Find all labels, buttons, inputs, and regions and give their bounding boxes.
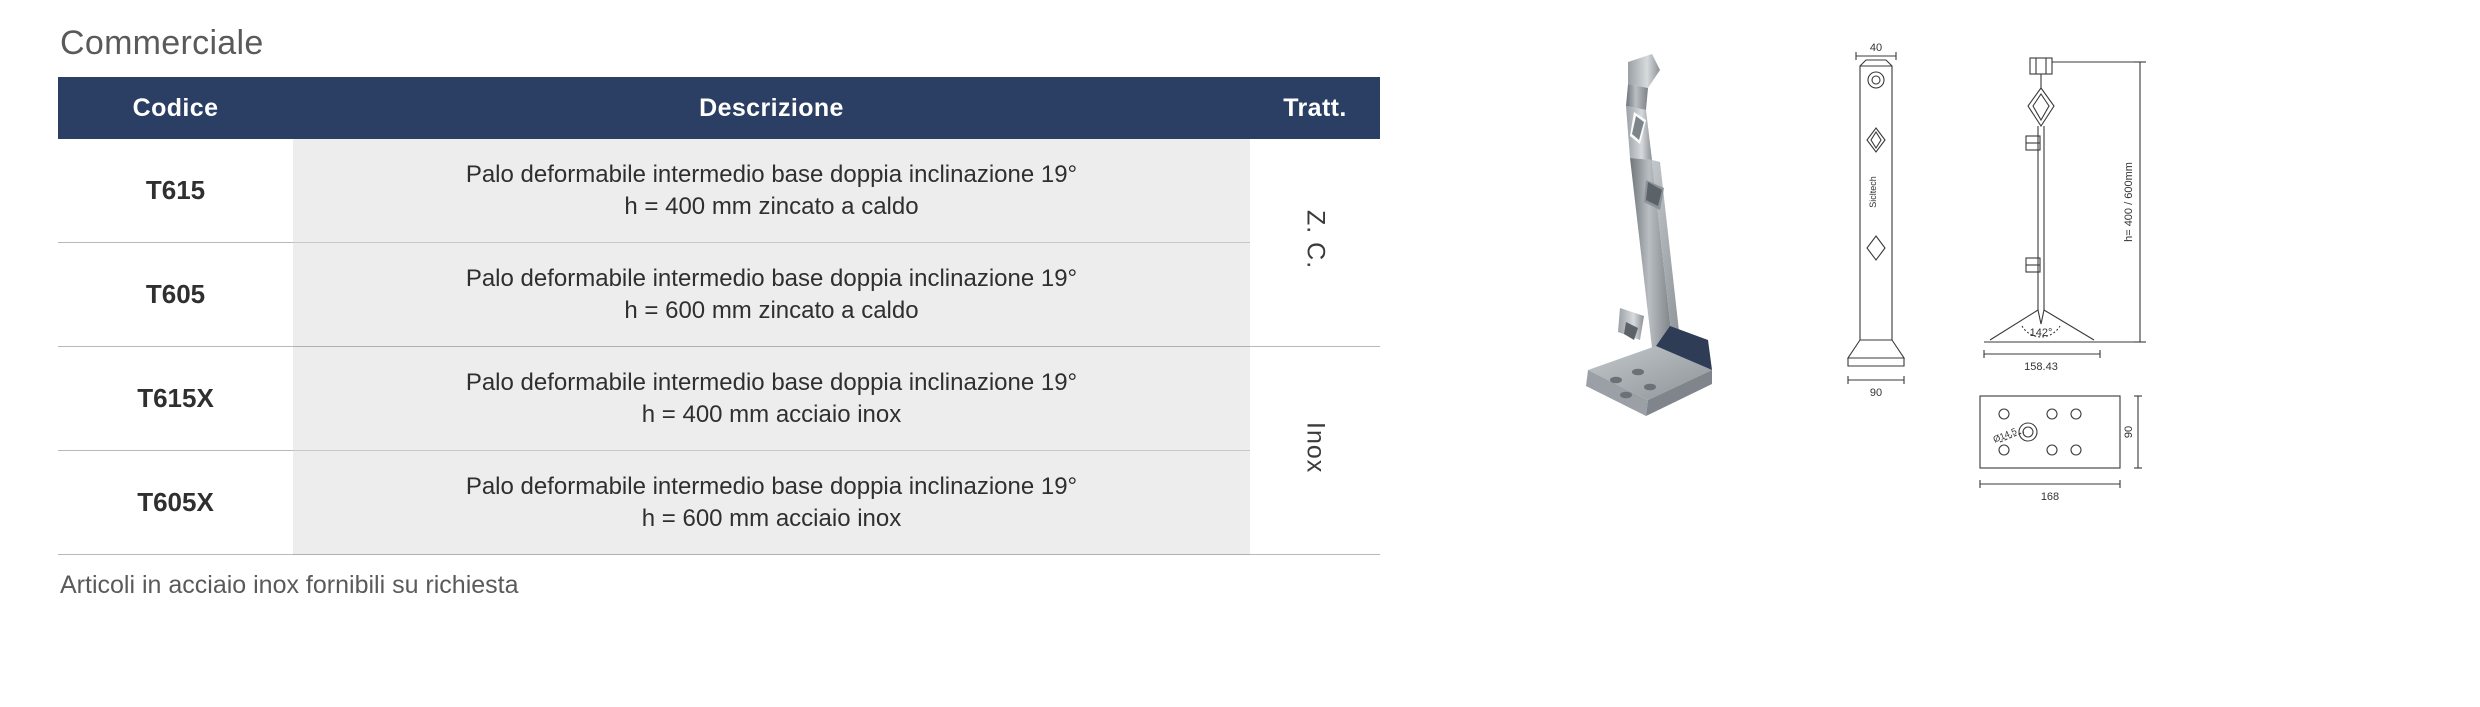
- commercial-table-block: [58, 24, 1388, 600]
- base-plate-drawing: [1980, 396, 2142, 503]
- side-view-height-dim: h= 400 / 600mm: [2123, 162, 2135, 242]
- cell-code: T605: [58, 243, 293, 347]
- desc-line-1: Palo deformabile intermedio base doppia inclinazione 19°: [465, 369, 1078, 397]
- cell-code: T605X: [58, 451, 293, 555]
- treatment-label: Z. C.: [1301, 210, 1330, 270]
- base-plate-width-dim: 168: [2040, 491, 2060, 503]
- table-body: [58, 139, 1380, 555]
- cell-description: [293, 347, 1250, 451]
- cell-description: [293, 139, 1250, 243]
- cell-description: [293, 451, 1250, 555]
- column-header-code: Codice: [58, 77, 293, 139]
- desc-line-2: h = 400 mm zincato a caldo: [624, 192, 919, 220]
- table-row: [58, 139, 1380, 243]
- desc-line-1: Palo deformabile intermedio base doppia inclinazione 19°: [465, 161, 1078, 189]
- desc-line-1: Palo deformabile intermedio base doppia inclinazione 19°: [465, 473, 1078, 501]
- desc-line-2: h = 600 mm acciaio inox: [641, 504, 902, 532]
- front-view-dim-top: 40: [1869, 42, 1883, 54]
- desc-line-2: h = 600 mm zincato a caldo: [624, 296, 919, 324]
- table-footnote: Articoli in acciaio inox fornibili su richiesta: [60, 571, 519, 599]
- cell-treatment: [1250, 139, 1380, 347]
- bracket-3d-render: [1586, 54, 1712, 416]
- side-view-angle-label: 142°: [2029, 327, 2053, 339]
- table-row: [58, 451, 1380, 555]
- table-row: [58, 243, 1380, 347]
- product-table: [58, 77, 1380, 555]
- base-plate-hole-callout: Ø14,5: [1991, 425, 2019, 445]
- table-header: [58, 77, 1380, 139]
- base-plate-depth-dim: 90: [2123, 425, 2135, 439]
- page-title: Commerciale: [60, 24, 264, 62]
- cell-treatment: [1250, 347, 1380, 555]
- front-view-drawing: [1848, 42, 1904, 399]
- side-view-drawing: [1984, 58, 2146, 373]
- front-view-brand-text: Sicltech: [1868, 176, 1878, 208]
- column-header-description: Descrizione: [293, 77, 1250, 139]
- desc-line-2: h = 400 mm acciaio inox: [641, 400, 902, 428]
- treatment-label: Inox: [1301, 422, 1330, 474]
- table-row: [58, 347, 1380, 451]
- technical-drawings: [1560, 40, 2440, 680]
- cell-code: T615: [58, 139, 293, 243]
- cell-description: [293, 243, 1250, 347]
- desc-line-1: Palo deformabile intermedio base doppia inclinazione 19°: [465, 265, 1078, 293]
- side-view-base-width-dim: 158.43: [2024, 361, 2058, 373]
- table-header-row: [58, 77, 1380, 139]
- front-view-dim-bottom: 90: [1869, 387, 1883, 399]
- column-header-treatment: Tratt.: [1250, 77, 1380, 139]
- drawings-svg: [1560, 40, 2440, 680]
- cell-code: T615X: [58, 347, 293, 451]
